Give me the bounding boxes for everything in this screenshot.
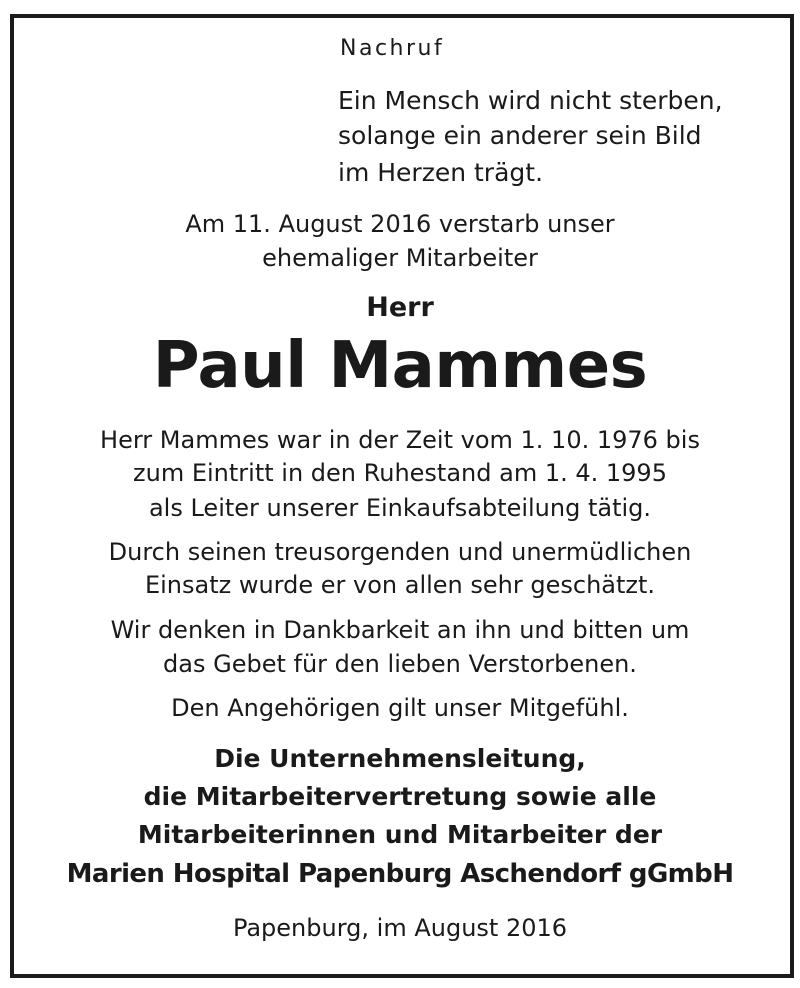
- quote-line: Ein Mensch wird nicht sterben,: [338, 86, 723, 115]
- tribute-line: Einsatz wurde er von allen sehr geschätzt.: [144, 571, 656, 599]
- signature-line: Die Unternehmensleitung,: [214, 744, 586, 773]
- notice-heading: Nachruf: [340, 36, 445, 61]
- deceased-name: Paul Mammes: [152, 329, 648, 403]
- announcement-line: ehemaliger Mitarbeiter: [262, 244, 538, 272]
- signature-line: die Mitarbeitervertretung sowie alle: [143, 782, 657, 811]
- signature-line: Mitarbeiterinnen und Mitarbeiter der: [137, 820, 663, 849]
- quote-line: solange ein anderer sein Bild: [338, 121, 702, 150]
- tribute-line: das Gebet für den lieben Verstorbenen.: [163, 650, 637, 678]
- tribute-line: als Leiter unserer Einkaufsabteilung tätig.: [148, 494, 652, 522]
- tribute-line: Durch seinen treusorgenden und unermüdlichen: [108, 538, 692, 566]
- tribute-line: Den Angehörigen gilt unser Mitgefühl.: [171, 694, 629, 722]
- tribute-line: Herr Mammes war in der Zeit vom 1. 10. 1976 bis: [100, 426, 700, 454]
- tribute-line: Wir denken in Dankbarkeit an ihn und bitten um: [110, 616, 690, 644]
- quote-line: im Herzen trägt.: [338, 158, 544, 187]
- signature-organization: Marien Hospital Papenburg Aschendorf gGmbH: [66, 859, 734, 889]
- announcement-line: Am 11. August 2016 verstarb unser: [185, 210, 615, 238]
- place-date: Papenburg, im August 2016: [232, 914, 568, 942]
- tribute-line: zum Eintritt in den Ruhestand am 1. 4. 1995: [133, 459, 667, 487]
- honorific: Herr: [366, 292, 434, 323]
